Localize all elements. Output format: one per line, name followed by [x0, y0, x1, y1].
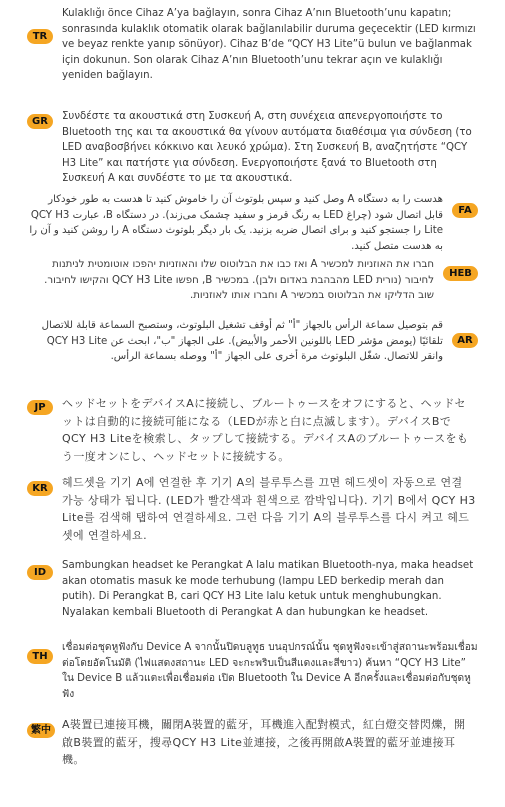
lang-badge-zh-tw: 繁中 [27, 723, 55, 738]
instruction-text-th: เชื่อมต่อชุดหูฟังกับ Device A จากนั้นปิดบลูทูธ บนอุปกรณ์นั้น ชุดหูฟังจะเข้าสู่สถานะพร้อมเชื่อมต่อโดยอัตโนมัติ (ไฟแสดงสถานะ LED จะกะพริบเป็นสีแดงและสีขาว) ค้นหา “QCY H3 Lite” ใน Device B แล้วแตะเพื่อเชื่อมต่อ เปิด Bluetooth ใน Device A อีกครั้งและเชื่อมต่อกับชุดหูฟัง [62, 642, 478, 700]
lang-badge-heb: HEB [443, 266, 478, 281]
lang-badge-kr: KR [27, 481, 53, 496]
instruction-text-kr: 헤드셋을 기기 A에 연결한 후 기기 A의 블루투스를 끄면 헤드셋이 자동으로 연결 가능 상태가 됩니다. (LED가 빨간색과 흰색으로 깜박입니다). 기기 B에서 QCY H3 Lite를 검색해 탭하여 연결하세요. 그런 다음 기기 A의 블루투스를 다시 켜고 헤드셋에 연결하세요. [62, 476, 476, 542]
instruction-text-gr: Συνδέστε τα ακουστικά στη Συσκευή A, στη συνέχεια απενεργοποιήστε το Bluetooth της και τα ακουστικά θα γίνουν αυτόματα διαθέσιμα για σύνδεση (το LED αναβοσβήνει κόκκινο και λευκό χρώμα). Στη Συσκευή B, αναζητήστε “QCY H3 Lite” και πατήστε για σύνδεση. Ενεργοποιήστε ξανά το Bluetooth στη Συσκευή A και συνδέστε το με τα ακουστικά. [62, 111, 472, 184]
lang-badge-tr: TR [27, 29, 53, 44]
instruction-text-zh-tw: A裝置已連接耳機，關閉A裝置的藍牙，耳機進入配對模式，紅白燈交替閃爍，開啟B裝置的藍牙，搜尋QCY H3 Lite並連接，之後再開啟A裝置的藍牙並連接耳機。 [62, 718, 466, 766]
lang-badge-fa: FA [452, 203, 478, 218]
lang-badge-ar: AR [452, 333, 478, 348]
instruction-text-ar: قم بتوصيل سماعة الرأس بالجهاز "أ" ثم أوقف تشغيل البلوتوث، وستصبح السماعة قابلة للاتصال تلقائيًا (يومض مؤشر LED باللونين الأحمر والأبيض). على الجهاز "ب"، ابحث عن QCY H3 Lite وانقر للاتصال. شغّل البلوتوث مرة أخرى على الجهاز "أ" ووصله بسماعة الرأس. [41, 320, 443, 362]
lang-badge-th: TH [27, 649, 53, 664]
instruction-text-jp: ヘッドセットをデバイスAに接続し、ブルートゥースをオフにすると、ヘッドセットは自動的に接続可能になる（LEDが赤と白に点滅します）。デバイスBでQCY H3 Liteを検索し、タップして接続する。デバイスAのブルートゥースをもう一度オンにし、ヘッドセットに接続する。 [62, 397, 469, 463]
instruction-text-id: Sambungkan headset ke Perangkat A lalu matikan Bluetooth-nya, maka headset akan otomatis masuk ke mode terhubung (lampu LED berkedip merah dan putih). Di Perangkat B, cari QCY H3 Lite lalu ketuk untuk menghubungkan. Nyalakan kembali Bluetooth di Perangkat A dan hubungkan ke headset. [62, 560, 474, 618]
lang-badge-jp: JP [27, 400, 53, 415]
instruction-text-fa: هدست را به دستگاه A وصل کنید و سپس بلوتوث آن را خاموش کنید تا هدست به طور خودکار قابل اتصال شود (چراغ LED به رنگ قرمز و سفید چشمک می‌زند). در دستگاه B، عبارت QCY H3 Lite را جستجو کنید و برای اتصال ضربه بزنید. یک بار دیگر بلوتوث دستگاه A را روشن کنید و آن را به هدست متصل کنید. [29, 194, 443, 252]
instruction-text-tr: Kulaklığı önce Cihaz A’ya bağlayın, sonra Cihaz A’nın Bluetooth’unu kapatın; sonrasında kulaklık otomatik olarak bağlanılabilir duruma geçecektir (LED kırmızı ve beyaz renkte yanıp sönüyor). Cihaz B’de “QCY H3 Lite”ü bulun ve bağlanmak için dokunun. Son olarak Cihaz A’nın Bluetooth’unu tekrar açın ve kulaklığı yeniden bağlayın. [62, 8, 476, 81]
lang-badge-gr: GR [27, 114, 53, 129]
instruction-text-heb: חברו את האוזניות למכשיר A ואז כבו את הבלוטוס שלו והאוזניות יהפכו אוטומטית לניתנות לחיבור (נורית LED מהבהבת באדום ולבן). במכשיר B, חפשו QCY H3 Lite והקישו לחיבור. שוב הדליקו את הבלוטוס במכשיר A וחברו אותו לאוזניות. [44, 259, 434, 301]
lang-badge-id: ID [27, 565, 53, 580]
